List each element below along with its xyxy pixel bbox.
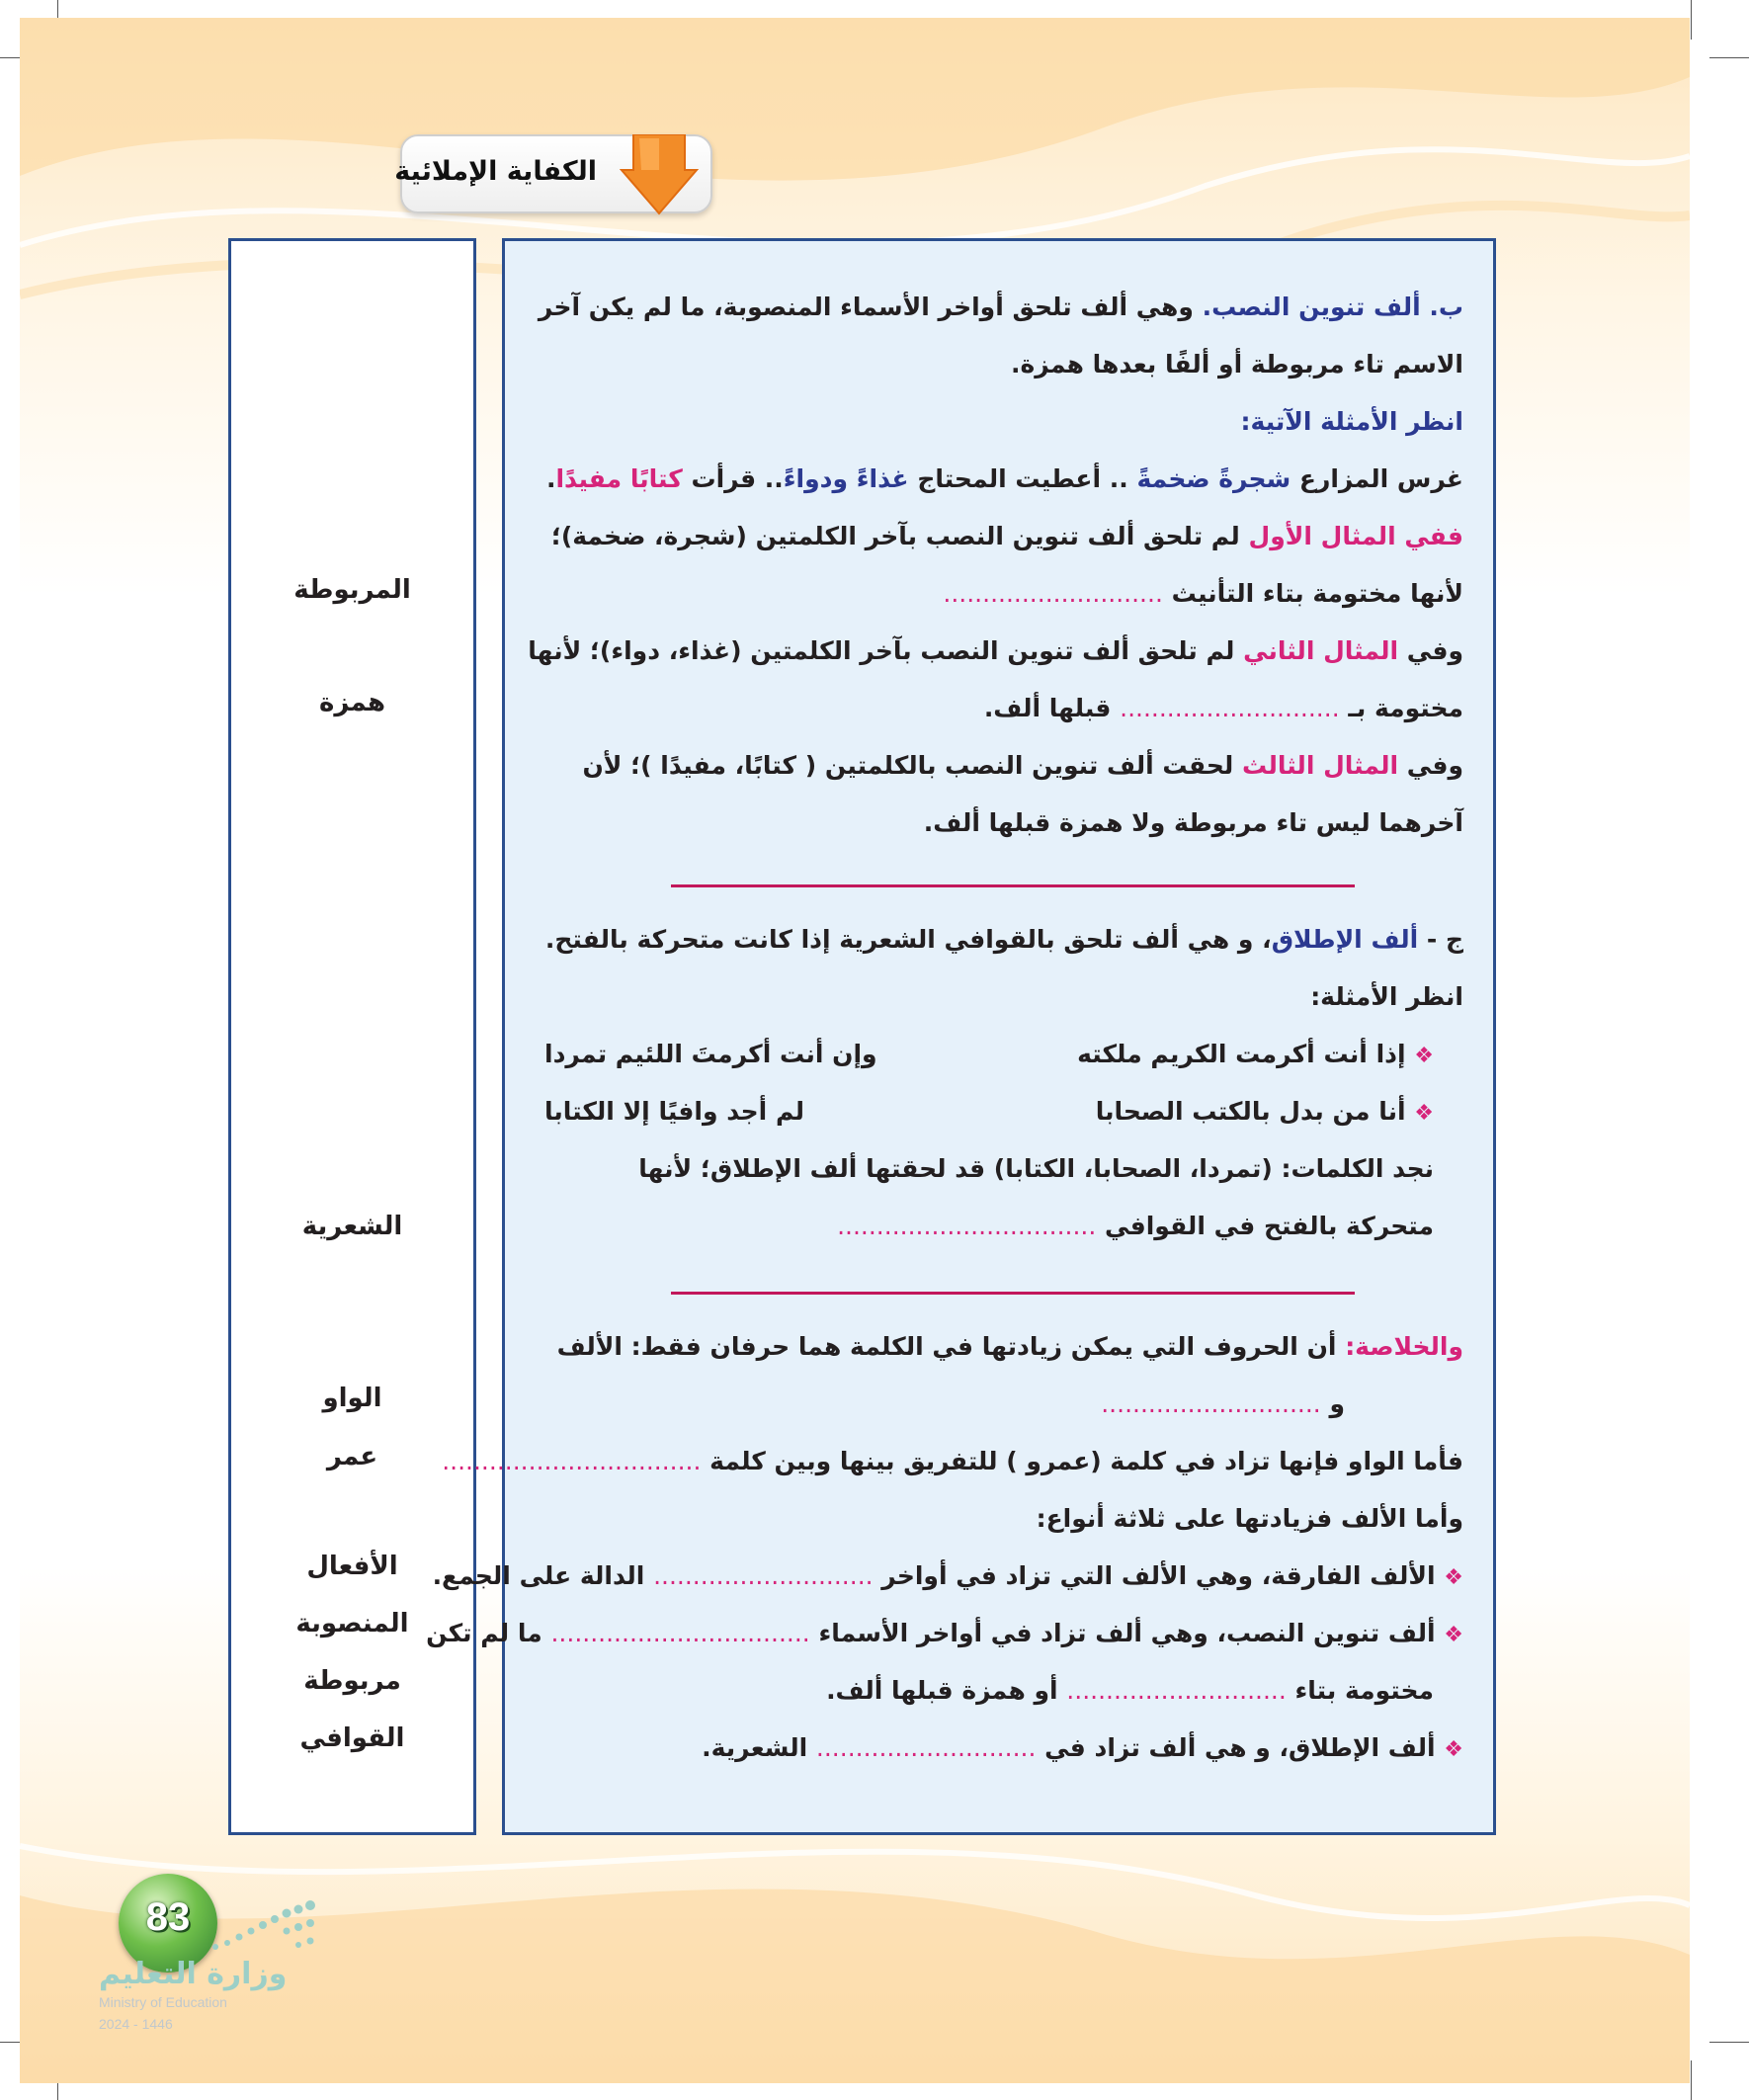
definition-line: ج - ألف الإطلاق، و هي ألف تلحق بالقوافي الشعرية إذا كانت متحركة بالفتح. — [544, 925, 1463, 954]
bullet-icon: ❖ — [1444, 1623, 1463, 1647]
bullet-icon: ❖ — [1444, 1737, 1463, 1762]
blank[interactable]: ................................. — [837, 1212, 1097, 1240]
summary-item: مختومة بتاء ............................ أو همزة قبلها ألف. — [826, 1676, 1434, 1705]
summary-line: فأما الواو فإنها تزاد في كلمة (عمرو ) للتفريق بينها وبين كلمة ................................. — [442, 1447, 1463, 1475]
summary-line: وأما الألف فزيادتها على ثلاثة أنواع: — [1036, 1504, 1463, 1533]
blank[interactable]: ................................. — [442, 1447, 702, 1475]
explanation-line: وفي المثال الثاني لم تلحق ألف تنوين النصب بآخر الكلمتين (غذاء، دواء)؛ لأنها — [528, 636, 1463, 665]
section-header-tab — [394, 134, 712, 213]
definition-line: ب. ألف تنوين النصب. وهي ألف تلحق أواخر الأسماء المنصوبة، ما لم يكن آخر — [538, 293, 1463, 321]
explanation-line: ففي المثال الأول لم تلحق ألف تنوين النصب بآخر الكلمتين (شجرة، ضخمة)؛ — [550, 522, 1463, 550]
answer-word: المنصوبة — [295, 1609, 409, 1638]
explanation-line: وفي المثال الثالث لحقت ألف تنوين النصب بالكلمتين ( كتابًا، مفيدًا )؛ لأن — [582, 751, 1463, 780]
page-number: 83 — [145, 1895, 191, 1939]
blank[interactable]: ................................. — [550, 1619, 810, 1647]
summary-line: و ............................ — [1101, 1389, 1345, 1418]
lesson-box — [426, 238, 1496, 1835]
answer-word: عمر — [326, 1442, 378, 1471]
ministry-name-arabic: وزارة التعليم — [99, 1957, 288, 1991]
subheading: انظر الأمثلة: — [1310, 982, 1463, 1011]
answer-word: الشعرية — [301, 1212, 403, 1241]
edition-year: 2024 - 1446 — [99, 2016, 173, 2032]
example-line: غرس المزارع شجرةً ضخمةً .. أعطيت المحتاج غذاءً ودواءً.. قرأت كتابًا مفيدًا. — [545, 464, 1463, 493]
summary-label: والخلاصة: — [1345, 1332, 1463, 1361]
explanation-line: مختومة بـ ............................ قبلها ألف. — [983, 694, 1463, 722]
blank[interactable]: ............................ — [1101, 1389, 1321, 1418]
verse-line: ❖ أنا من بدل بالكتب الصحابا لم أجد وافيًا إلا الكتابا — [544, 1097, 1434, 1126]
blank[interactable]: ............................ — [1120, 694, 1340, 722]
verse-line: ❖ إذا أنت أكرمت الكريم ملكته وإن أنت أكرمتَ اللئيم تمردا — [544, 1040, 1434, 1068]
definition-line: الاسم تاء مربوطة أو ألفًا بعدها همزة. — [1011, 350, 1463, 378]
term-label: ألف الإطلاق — [1271, 925, 1419, 954]
explanation-line: نجد الكلمات: (تمردا، الصحابا، الكتابا) قد لحقتها ألف الإطلاق؛ لأنها — [638, 1154, 1434, 1183]
divider — [671, 884, 1355, 887]
summary-item: ❖ ألف تنوين النصب، وهي ألف تزاد في أواخر الأسماء ................................. ما لم تكن — [426, 1619, 1463, 1647]
subheading: انظر الأمثلة الآتية: — [1240, 407, 1463, 436]
blank[interactable]: ............................ — [653, 1561, 874, 1590]
summary-item: ❖ ألف الإطلاق، و هي ألف تزاد في ............................ الشعرية. — [702, 1733, 1463, 1762]
explanation-line: آخرهما ليس تاء مربوطة ولا همزة قبلها ألف. — [923, 808, 1463, 837]
blank[interactable]: ............................ — [943, 579, 1163, 608]
answer-word: همزة — [319, 688, 385, 717]
explanation-line: لأنها مختومة بتاء التأنيث ............................ — [943, 579, 1463, 608]
blank[interactable]: ............................ — [1066, 1676, 1287, 1705]
answer-word: المربوطة — [293, 575, 411, 605]
answer-column — [228, 238, 476, 1835]
crop-mark — [1691, 2060, 1692, 2100]
ministry-name-english: Ministry of Education — [99, 1994, 227, 2010]
crop-mark — [1709, 2042, 1749, 2043]
answer-word: الأفعال — [306, 1552, 398, 1581]
term-label: ب. ألف تنوين النصب. — [1202, 293, 1463, 321]
blank[interactable]: ............................ — [815, 1733, 1037, 1762]
explanation-line: متحركة بالفتح في القوافي ................................. — [837, 1212, 1434, 1240]
bullet-icon: ❖ — [1444, 1565, 1463, 1590]
summary-line: والخلاصة: أن الحروف التي يمكن زيادتها في الكلمة هما حرفان فقط: الألف — [556, 1332, 1463, 1361]
section-title: الكفاية الإملائية — [394, 156, 597, 187]
answer-word: القوافي — [299, 1723, 405, 1753]
arrow-down-icon — [620, 134, 699, 215]
answer-word: الواو — [322, 1384, 382, 1413]
divider — [671, 1292, 1355, 1295]
answer-word: مربوطة — [303, 1666, 401, 1696]
crop-mark — [1709, 57, 1749, 58]
crop-mark — [1691, 0, 1692, 40]
bullet-icon: ❖ — [1414, 1101, 1434, 1126]
summary-item: ❖ الألف الفارقة، وهي الألف التي تزاد في أواخر ............................ الدالة على الجمع. — [432, 1561, 1463, 1590]
bullet-icon: ❖ — [1414, 1044, 1434, 1068]
ministry-logo-dots — [208, 1897, 326, 1957]
